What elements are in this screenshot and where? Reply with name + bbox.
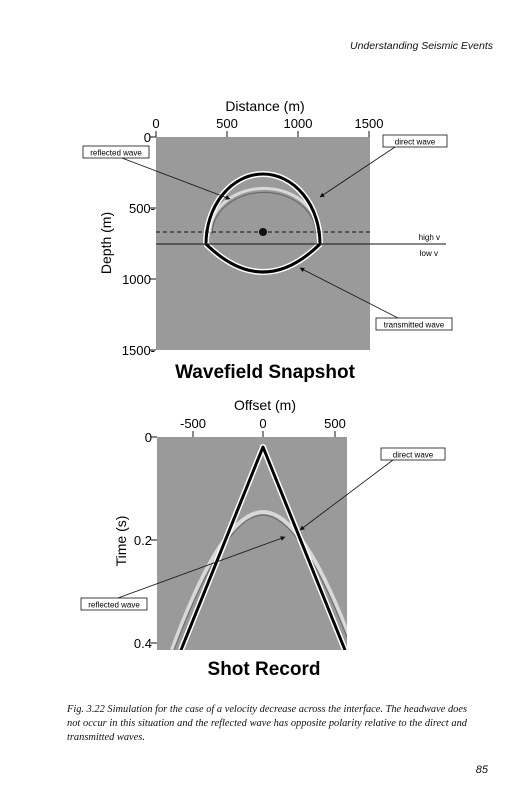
snapshot-reflected-label: reflected wave: [90, 148, 142, 158]
high-v-label: high v: [418, 233, 440, 242]
snapshot-x-axis-label: Distance (m): [225, 98, 305, 114]
snapshot-x-tick: 1000: [283, 116, 313, 131]
shot-y-tick: 0.4: [133, 636, 152, 651]
page-number: 85: [475, 764, 488, 776]
low-v-label: low v: [419, 249, 438, 258]
shot-x-tick: 0: [259, 416, 267, 431]
shot-title: Shot Record: [207, 659, 321, 680]
shot-y-tick: 0.2: [133, 533, 152, 548]
figure-caption: Fig. 3.22 Simulation for the case of a velocity decrease across the interface. The headwave does not occur in this situation and the reflected wave has opposite polarity relative to the direct and transmitted waves.: [67, 704, 467, 743]
shot-x-tick: 500: [324, 416, 346, 431]
snapshot-transmitted-label: transmitted wave: [383, 320, 445, 330]
snapshot-x-tick: 0: [152, 116, 160, 131]
snapshot-x-tick: 1500: [354, 116, 384, 131]
snapshot-y-tick: 1000: [122, 272, 151, 287]
shot-y-axis-label: Time (s): [113, 515, 129, 567]
snapshot-y-tick: 500-: [128, 201, 155, 216]
snapshot-direct-label: direct wave: [394, 137, 436, 147]
shot-x-tick: -500: [179, 416, 207, 431]
snapshot-y-axis-label: Depth (m): [98, 211, 114, 275]
shot-x-axis-label: Offset (m): [234, 397, 296, 413]
shot-y-tick: 0: [144, 430, 152, 445]
shot-reflected-label: reflected wave: [88, 600, 140, 610]
wavefield-snapshot-panel: [83, 98, 452, 383]
snapshot-x-tick: 500: [216, 116, 238, 131]
snapshot-y-tick: 0: [143, 130, 151, 145]
shot-direct-label: direct wave: [392, 450, 434, 460]
snapshot-y-tick: 1500-: [121, 343, 155, 358]
running-header: Understanding Seismic Events: [350, 40, 493, 52]
snapshot-title: Wavefield Snapshot: [175, 362, 355, 383]
shot-record-panel: [81, 397, 445, 680]
